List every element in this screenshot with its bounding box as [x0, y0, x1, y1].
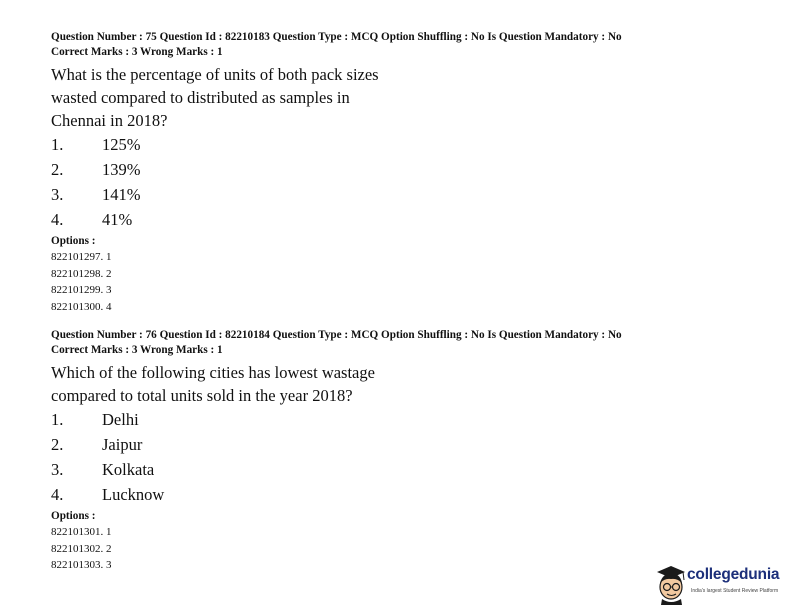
brand-tagline: India's largest Student Review Platform — [691, 588, 779, 594]
choice-3 — [51, 457, 751, 482]
question-75 — [51, 30, 751, 315]
option-id: 822101297. 1 — [51, 251, 112, 263]
choice-text: 141% — [102, 185, 141, 204]
option-id: 822101301. 1 — [51, 526, 112, 538]
choice-4 — [51, 207, 751, 232]
stem-line: Chennai in 2018? — [51, 111, 168, 130]
choice-number: 1. — [51, 410, 64, 429]
choice-number: 4. — [51, 210, 64, 229]
choice-2 — [51, 432, 751, 457]
choice-number: 2. — [51, 160, 64, 179]
option-id: 822101299. 3 — [51, 284, 112, 296]
brand-name: collegedunia — [687, 566, 780, 583]
stem-line: compared to total units sold in the year 2018? — [51, 386, 353, 405]
choice-text: Delhi — [102, 410, 139, 429]
stem-line: wasted compared to distributed as samples in — [51, 88, 350, 107]
question-76 — [51, 328, 751, 574]
question-marks: Correct Marks : 3 Wrong Marks : 1 — [51, 46, 223, 58]
stem-line: Which of the following cities has lowest wastage — [51, 363, 375, 382]
question-marks: Correct Marks : 3 Wrong Marks : 1 — [51, 344, 223, 356]
choice-4 — [51, 482, 751, 507]
choice-3 — [51, 182, 751, 207]
options-title: Options : — [51, 235, 96, 247]
choice-2 — [51, 157, 751, 182]
choice-text: Kolkata — [102, 460, 155, 479]
choice-number: 4. — [51, 485, 64, 504]
options-title: Options : — [51, 510, 96, 522]
option-id: 822101303. 3 — [51, 559, 112, 571]
graduate-mascot-icon — [655, 563, 689, 605]
choice-number: 2. — [51, 435, 64, 454]
choice-number: 3. — [51, 460, 64, 479]
choice-1 — [51, 407, 751, 432]
choice-text: 41% — [102, 210, 133, 229]
collegedunia-logo — [655, 563, 787, 605]
question-stem — [51, 63, 751, 132]
question-meta: Question Number : 76 Question Id : 82210184 Question Type : MCQ Option Shuffling : No Is Question Mandatory : No — [51, 329, 622, 341]
option-id: 822101302. 2 — [51, 542, 112, 555]
stem-line: What is the percentage of units of both pack sizes — [51, 65, 379, 84]
choice-text: 139% — [102, 160, 141, 179]
choice-text: 125% — [102, 135, 141, 154]
choice-number: 1. — [51, 135, 64, 154]
option-id: 822101298. 2 — [51, 267, 112, 280]
choice-1 — [51, 132, 751, 157]
option-id: 822101300. 4 — [51, 300, 112, 313]
choice-number: 3. — [51, 185, 64, 204]
question-meta: Question Number : 75 Question Id : 82210183 Question Type : MCQ Option Shuffling : No Is Question Mandatory : No — [51, 31, 622, 43]
question-stem — [51, 361, 751, 407]
choice-text: Jaipur — [102, 435, 143, 454]
choice-text: Lucknow — [102, 485, 165, 504]
